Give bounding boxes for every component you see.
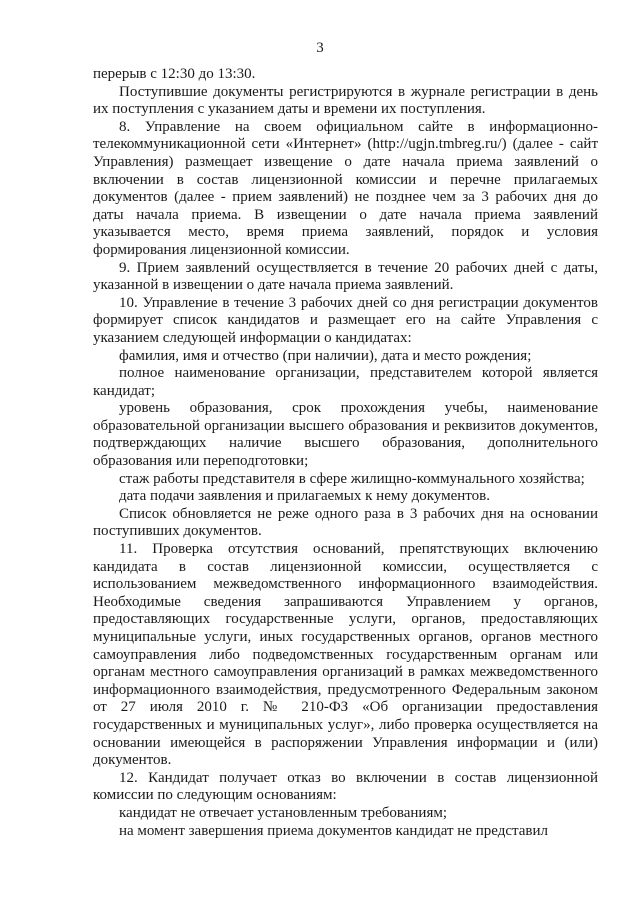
document-body [93,66,598,840]
list-item-organization: полное наименование организации, представителем которой является кандидат; [93,365,598,399]
paragraph-registration: Поступившие документы регистрируются в журнале регистрации в день их поступления с указанием даты и времени их поступления. [93,83,598,118]
list-item-full-name: фамилия, имя и отчество (при наличии), дата и место рождения; [119,347,532,364]
list-item-education: уровень образования, срок прохождения учебы, наименование образовательной организации высшего образования и реквизитов документов, подтверждающих наличие высшего образования, дополнительного образования или переподготовки; [93,400,598,470]
paragraph-item-11: 11. Проверка отсутствия оснований, препятствующих включению кандидата в состав лицензионной комиссии, осуществляется с использованием межведомственного информационного взаимодействия. Необходимые сведения запрашиваются Управлением у органов, предоставляющих государственные услуги, органов, предоставляющих муниципальные услуги, иных государственных органов, органов местного самоуправления либо подведомственных государственным органам или органам местного самоуправления организаций в рамках межведомственного информационного взаимодействия, предусмотренного Федеральным законом от 27 июля 2010 г. № 210-ФЗ «Об организации предоставления государственных и муниципальных услуг», либо проверка осуществляется на основании имеющейся в распоряжении Управления информации и (или) документов. [93,541,598,769]
paragraph-item-8: 8. Управление на своем официальном сайте в информационно-телекоммуникационной сети «Интернет» (http://ugjn.tmbreg.ru/) (далее - сайт Управления) размещает извещение о дате начала приема заявлений о включении в состав лицензионной комиссии и перечне прилагаемых документов (далее - прием заявлений) не позднее чем за 3 рабочих дня до даты начала приема. В извещении о дате начала приема заявлений указывается место, время приема заявлений, порядок и условия формирования лицензионной комиссии. [93,118,598,258]
paragraph-item-9: 9. Прием заявлений осуществляется в течение 20 рабочих дней с даты, указанной в извещении о дате начала приема заявлений. [93,259,598,294]
paragraph-list-update: Список обновляется не реже одного раза в 3 рабочих дня на основании поступивших документов. [93,505,598,540]
list-item-requirements: кандидат не отвечает установленным требованиям; [119,804,448,821]
list-item-experience: стаж работы представителя в сфере жилищно-коммунального хозяйства; [119,470,585,487]
list-item-not-submitted: на момент завершения приема документов кандидат не представил [119,822,548,839]
paragraph-item-10: 10. Управление в течение 3 рабочих дней со дня регистрации документов формирует список кандидатов и размещает его на сайте Управления с указанием следующей информации о кандидатах: [93,294,598,346]
list-item-application-date: дата подачи заявления и прилагаемых к нему документов. [119,488,490,505]
page-number: 3 [316,40,324,56]
paragraph-item-12: 12. Кандидат получает отказ во включении в состав лицензионной комиссии по следующим основаниям: [93,769,598,804]
paragraph-break-time: перерыв с 12:30 до 13:30. [93,66,256,82]
